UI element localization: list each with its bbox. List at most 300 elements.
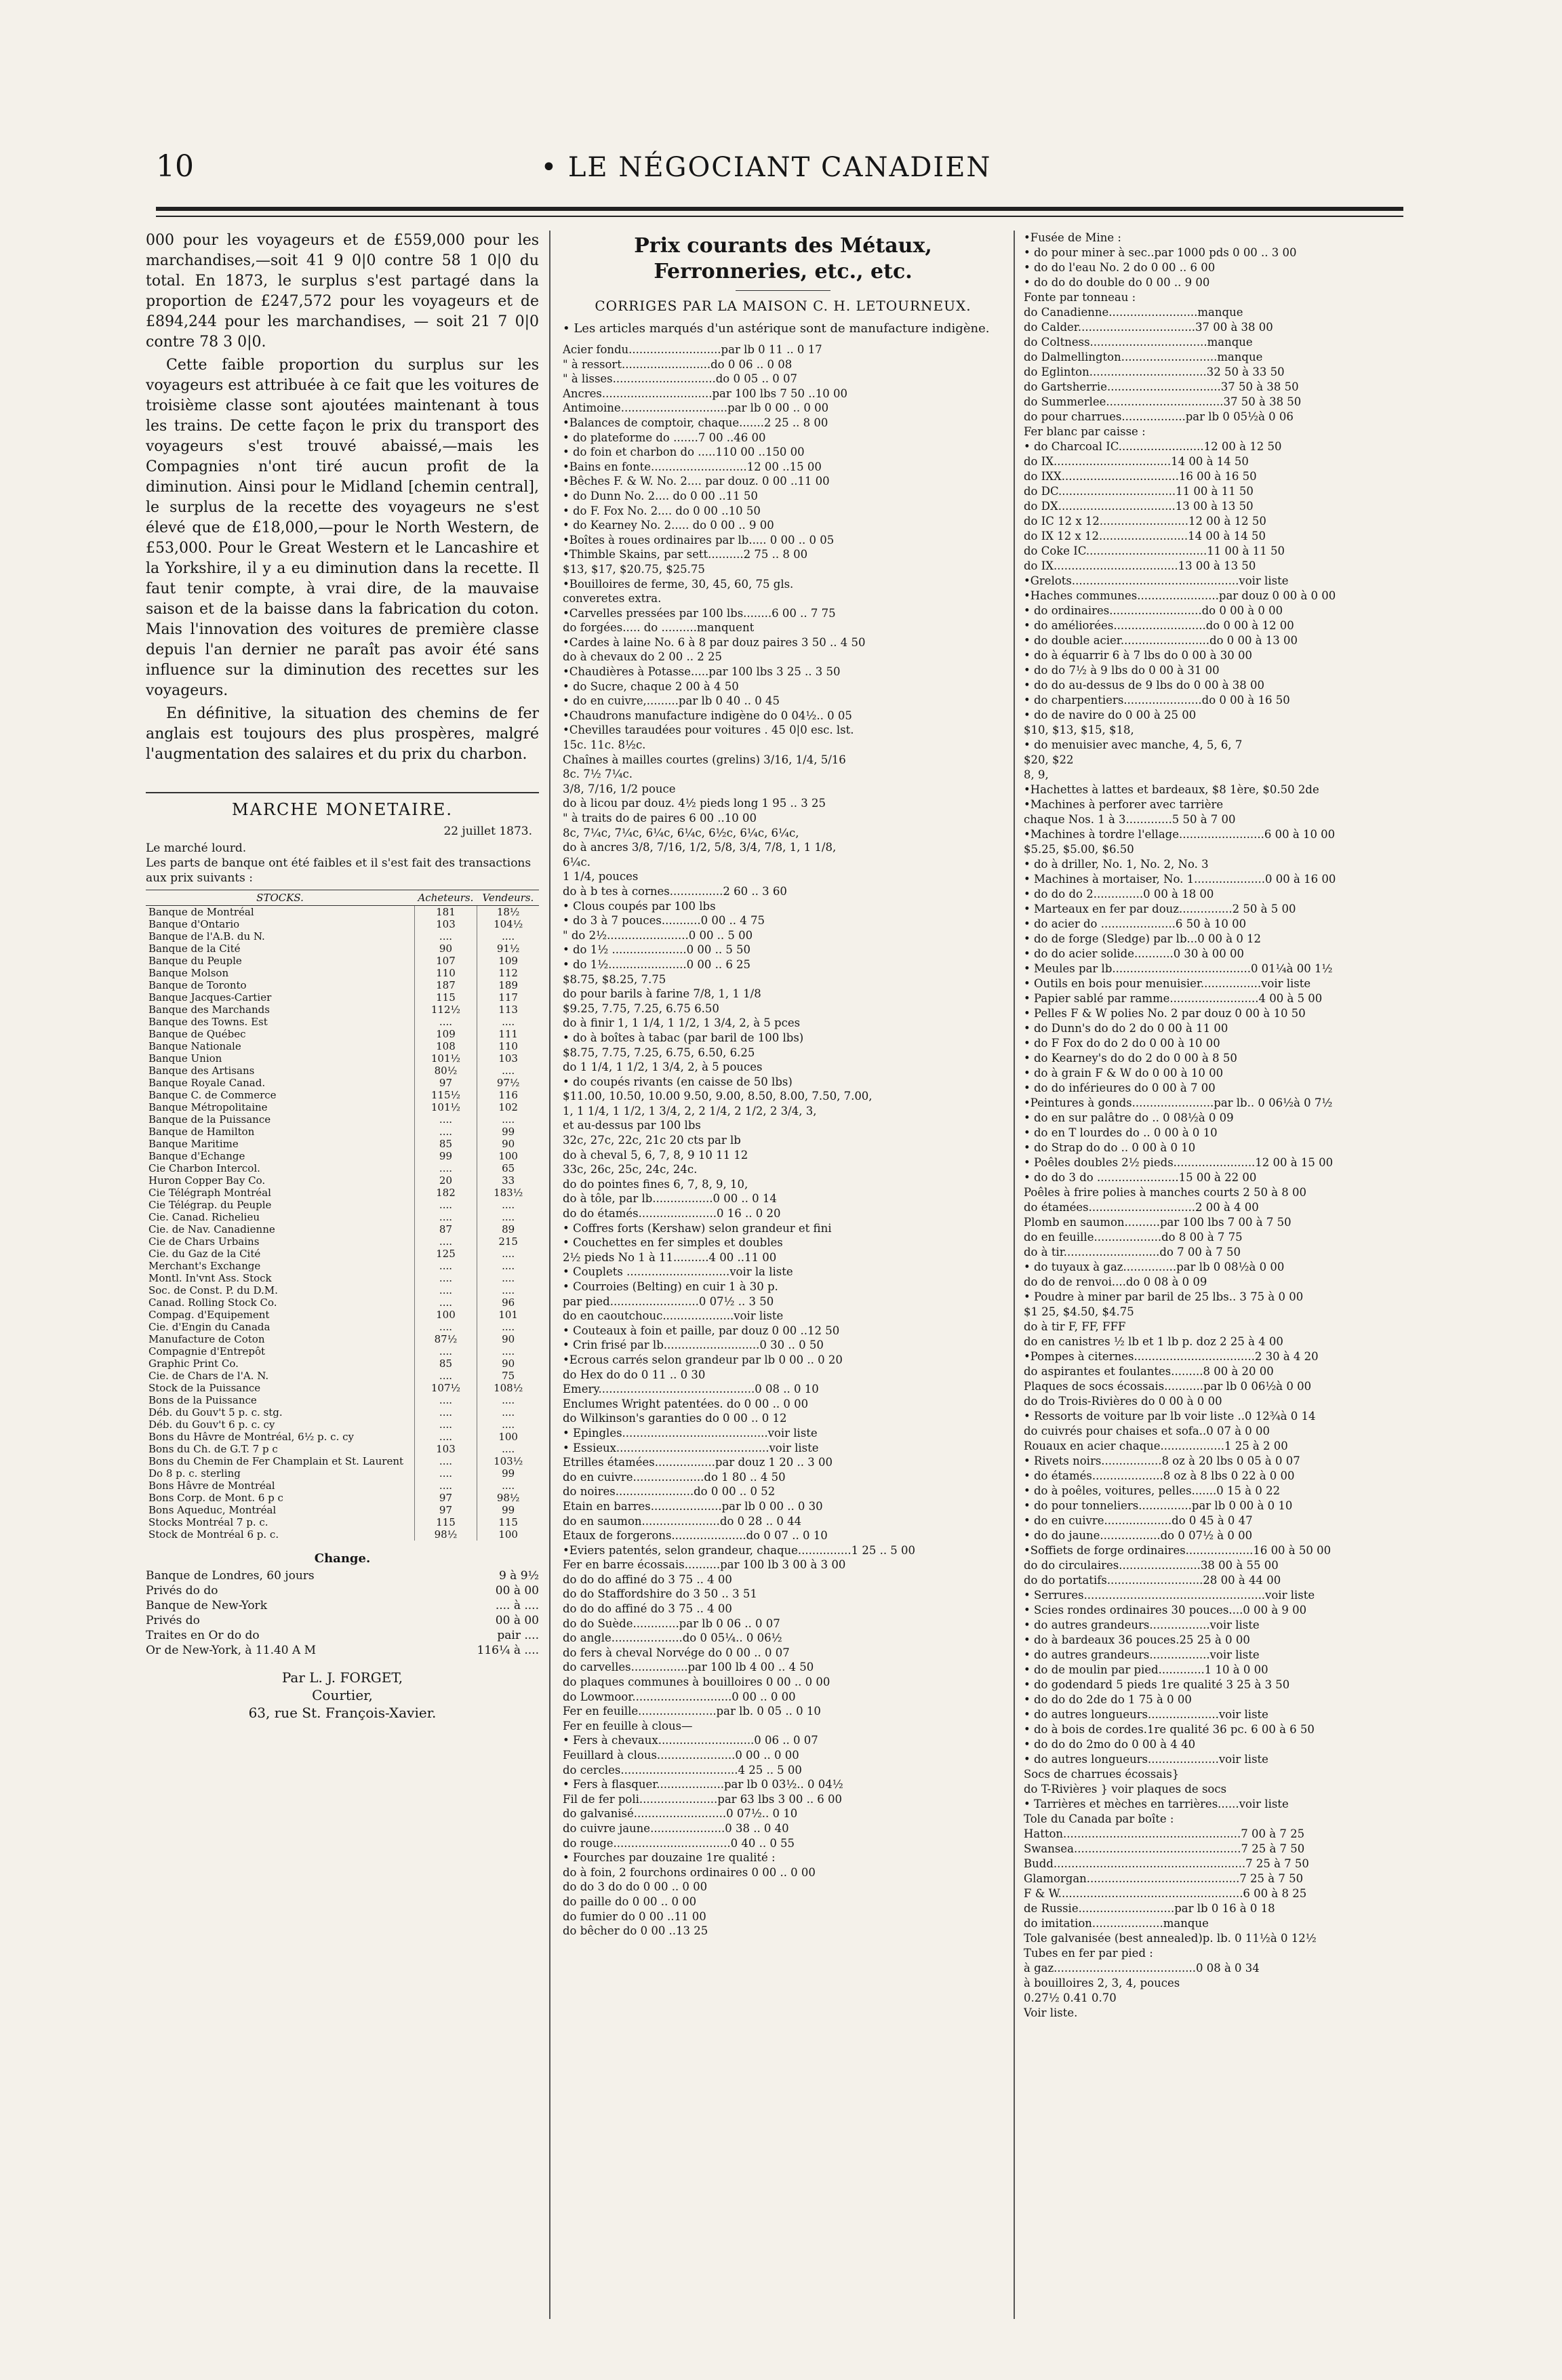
stock-name: Banque de la Puissance: [148, 1113, 271, 1126]
change-label: Or de New-York, à 11.40 A M: [146, 1644, 317, 1657]
price-line: • do autres grandeurs.................voir liste: [1024, 1648, 1260, 1661]
price-line: • do foin et charbon do .....110 00 ..150 00: [563, 445, 805, 459]
buyers-price: 97: [414, 1504, 477, 1516]
buyers-price: 115: [414, 991, 477, 1004]
stock-row: [146, 1101, 539, 1113]
price-line: • Coffres forts (Kershaw) selon grandeur et fini: [563, 1221, 832, 1235]
sellers-price: ....: [477, 1443, 539, 1455]
price-line: • do Charcoal IC........................12 00 à 12 50: [1024, 440, 1282, 453]
sellers-price: 109: [477, 955, 539, 967]
price-line: • do améliorées..........................do 0 00 à 12 00: [1024, 619, 1294, 632]
buyers-price: 80½: [414, 1065, 477, 1077]
price-line: • Essieux...........................................voir liste: [563, 1441, 819, 1454]
article-paragraph: Cette faible proportion du surplus sur les voyageurs est attribuée à ce fait que les voitures de troisième classe sont ajoutées maintenant à tous les trains. De cette façon le prix du transport des voyageurs s'est trouvé abaissé,—mais les Compagnies n'ont tiré aucun profit de la diminution. Ainsi pour le Midland [chemin central], le surplus de la recette des voyageurs ne s'est élevé que de £18,000,—pour le North Western, de £53,000. Pour le Great Western et le Lancashire et la Yorkshire, il y a eu diminution dans la recette. Il faut tenir compte, à vrai dire, de la mauvaise saison et de la baisse dans la fabrication du coton. Mais l'innovation des voitures de première classe depuis l'an dernier ne paraît pas avoir été sans influence sur la diminution des recettes sur les voyageurs.: [146, 357, 539, 699]
change-label: Privés do do: [146, 1584, 218, 1598]
price-line: $8.75, $8.25, 7.75: [563, 972, 666, 986]
price-line: •Bêches F. & W. No. 2.... par douz. 0 00 ..11 00: [563, 475, 830, 488]
stock-row: [146, 1028, 539, 1040]
stock-row: [146, 1260, 539, 1272]
price-line: • do à boîtes à tabac (par baril de 100 lbs): [563, 1031, 804, 1044]
stock-name: Déb. du Gouv't 6 p. c. cy: [148, 1419, 275, 1431]
buyers-price: 115: [414, 1516, 477, 1528]
price-line: 1, 1 1/4, 1 1/2, 1 3/4, 2, 2 1/4, 2 1/2, 2 3/4, 3,: [563, 1104, 817, 1117]
stock-name: Bons du Chemin de Fer Champlain et St. Laurent: [148, 1455, 404, 1467]
price-line: • Meules par lb.......................................0 01¼à 00 1½: [1024, 962, 1333, 975]
buyers-price: 107½: [414, 1382, 477, 1394]
buyers-price: ....: [414, 1016, 477, 1028]
buyers-price: ....: [414, 1406, 477, 1419]
buyers-price: 108: [414, 1040, 477, 1052]
price-line: Antimoine..............................par lb 0 00 .. 0 00: [563, 401, 829, 415]
price-line: do en canistres ½ lb et 1 lb p. doz 2 25 à 4 00: [1024, 1335, 1283, 1348]
stock-row: [146, 1016, 539, 1028]
stock-name: Bons Hâvre de Montréal: [148, 1480, 275, 1492]
price-line: •Peintures à gonds.......................par lb.. 0 06½à 0 7½: [1024, 1096, 1333, 1109]
buyers-price: ....: [414, 1296, 477, 1309]
price-line: •Ecrous carrés selon grandeur par lb 0 00 .. 0 20: [563, 1353, 843, 1366]
price-line: do Coltness.................................manque: [1024, 336, 1253, 349]
price-line: •Grelots...............................................voir liste: [1024, 574, 1289, 587]
price-line: • Couteaux à foin et paille, par douz 0 00 ..12 50: [563, 1324, 840, 1337]
price-line: • Machines à mortaiser, No. 1....................0 00 à 16 00: [1024, 873, 1336, 886]
price-line: Acier fondu..........................par lb 0 11 .. 0 17: [563, 343, 822, 356]
price-line: $10, $13, $15, $18,: [1024, 723, 1134, 736]
buyers-price: ....: [414, 930, 477, 943]
price-line: • do de navire do 0 00 à 25 00: [1024, 709, 1197, 721]
price-line: do do étamés......................0 16 .. 0 20: [563, 1207, 781, 1221]
sellers-price: 103: [477, 1052, 539, 1065]
price-line: Fer en feuille à clous—: [563, 1719, 693, 1732]
buyers-price: ....: [414, 1370, 477, 1382]
change-row: [146, 1628, 539, 1643]
price-list-note: • Les articles marqués d'un astérique sont de manufacture indigène.: [563, 321, 990, 336]
sellers-price: ....: [477, 1016, 539, 1028]
stock-row: [146, 1345, 539, 1357]
change-list: [146, 1568, 539, 1658]
price-line: do 1 1/4, 1 1/2, 1 3/4, 2, à 5 pouces: [563, 1060, 763, 1074]
stock-row: [146, 930, 539, 943]
buyers-price: ....: [414, 1126, 477, 1138]
change-title: Change.: [314, 1551, 371, 1566]
buyers-price: ....: [414, 1345, 477, 1357]
stock-name: Banque C. de Commerce: [148, 1089, 277, 1101]
price-line: do Coke IC..................................11 00 à 11 50: [1024, 544, 1285, 557]
price-line: do à tir...........................do 7 00 à 7 50: [1024, 1246, 1241, 1258]
price-line: do pour charrues..................par lb 0 05½à 0 06: [1024, 410, 1294, 423]
price-line: •Haches communes.......................par douz 0 00 à 0 00: [1024, 589, 1336, 602]
stock-row: [146, 1357, 539, 1370]
price-line: • do en sur palâtre do .. 0 08½à 0 09: [1024, 1111, 1234, 1124]
change-row: [146, 1643, 539, 1658]
buyers-price: 87½: [414, 1333, 477, 1345]
sellers-price: ....: [477, 930, 539, 943]
price-line: • do à bois de cordes.1re qualité 36 pc. 6 00 à 6 50: [1024, 1723, 1315, 1736]
stock-name: Banque Maritime: [148, 1138, 239, 1150]
price-line: • do autres longueurs....................voir liste: [1024, 1708, 1268, 1721]
price-line: • Fourches par douzaine 1re qualité :: [563, 1851, 776, 1865]
price-line: •Machines à tordre l'ellage........................6 00 à 10 00: [1024, 828, 1336, 841]
price-line: 0.27½ 0.41 0.70: [1024, 1991, 1117, 2004]
stock-row: [146, 1480, 539, 1492]
sellers-price: ....: [477, 1321, 539, 1333]
price-line: • do 3 à 7 pouces...........0 00 .. 4 75: [563, 914, 765, 928]
change-value: 00 à 00: [495, 1614, 539, 1627]
stock-name: Compag. d'Equipement: [148, 1309, 270, 1321]
buyers-price: ....: [414, 1467, 477, 1480]
price-line: 15c. 11c. 8½c.: [563, 738, 646, 752]
price-line: • Serrures...................................................voir liste: [1024, 1589, 1315, 1602]
price-line: do do 3 do do 0 00 .. 0 00: [563, 1880, 708, 1894]
price-line: • do do 7½ à 9 lbs do 0 00 à 31 00: [1024, 664, 1220, 677]
change-row: [146, 1613, 539, 1628]
price-line: de Russie...........................par lb 0 16 à 0 18: [1024, 1902, 1275, 1915]
stock-name: Banque Union: [148, 1052, 222, 1065]
buyers-price: ....: [414, 1113, 477, 1126]
stock-name: Cie. Canad. Richelieu: [148, 1211, 260, 1223]
price-line: •Boîtes à roues ordinaires par lb..... 0 00 .. 0 05: [563, 533, 835, 547]
price-line: • Courroies (Belting) en cuir 1 à 30 p.: [563, 1280, 778, 1293]
stock-row: [146, 1089, 539, 1101]
stock-name: Banque Nationale: [148, 1040, 241, 1052]
stock-name: Manufacture de Coton: [148, 1333, 265, 1345]
stock-row: [146, 1187, 539, 1199]
price-line: $1 25, $4.50, $4.75: [1024, 1305, 1134, 1318]
price-line: • do Dunn No. 2.... do 0 00 ..11 50: [563, 489, 758, 502]
price-line: do do portatifs...........................28 00 à 44 00: [1024, 1574, 1281, 1587]
stock-row: [146, 1150, 539, 1162]
stock-row: [146, 1455, 539, 1467]
buyers-price: ....: [414, 1455, 477, 1467]
stock-row: [146, 1321, 539, 1333]
price-line: do noires......................do 0 00 .. 0 52: [563, 1485, 776, 1499]
header-rule-thin: [156, 216, 1403, 217]
price-line: do imitation....................manque: [1024, 1917, 1209, 1930]
stock-row: [146, 1504, 539, 1516]
sellers-price: 102: [477, 1101, 539, 1113]
change-value: 116¼ à ....: [477, 1644, 539, 1657]
stock-row: [146, 1333, 539, 1345]
price-line: •Bouilloires de ferme, 30, 45, 60, 75 gls.: [563, 577, 794, 591]
buyers-price: ....: [414, 1260, 477, 1272]
stock-row: [146, 1296, 539, 1309]
price-line: • do menuisier avec manche, 4, 5, 6, 7: [1024, 738, 1243, 751]
price-line: do angle....................do 0 05¼.. 0 06½: [563, 1631, 782, 1645]
price-line: Etrilles étamées.................par douz 1 20 .. 3 00: [563, 1456, 833, 1469]
stock-name: Cie. du Gaz de la Cité: [148, 1248, 261, 1260]
stock-name: Banque Métropolitaine: [148, 1101, 268, 1113]
price-line: • do do jaune.................do 0 07½ à 0 00: [1024, 1529, 1253, 1542]
stock-row: [146, 1040, 539, 1052]
price-line: $9.25, 7.75, 7.25, 6.75 6.50: [563, 1001, 719, 1015]
price-line: • do autres longueurs....................voir liste: [1024, 1753, 1268, 1766]
buyers-price: 85: [414, 1357, 477, 1370]
stock-name: Cie. de Chars de l'A. N.: [148, 1370, 269, 1382]
change-label: Banque de New-York: [146, 1599, 267, 1612]
stock-name: Banque de la Cité: [148, 943, 241, 955]
sellers-price: 117: [477, 991, 539, 1004]
price-line: 32c, 27c, 22c, 21c 20 cts par lb: [563, 1134, 741, 1147]
stock-name: Compagnie d'Entrepôt: [148, 1345, 266, 1357]
price-line: • Epingles.........................................voir liste: [563, 1426, 818, 1440]
price-line: do do de renvoi....do 0 08 à 0 09: [1024, 1275, 1207, 1288]
price-line: Tole du Canada par boîte :: [1024, 1812, 1174, 1825]
price-line: •Thimble Skains, par sett..........2 75 .. 8 00: [563, 548, 808, 561]
price-line: Plomb en saumon..........par 100 lbs 7 00 à 7 50: [1024, 1216, 1291, 1229]
price-line: Chaînes à mailles courtes (grelins) 3/16, 1/4, 5/16: [563, 753, 846, 766]
price-line: do do Staffordshire do 3 50 .. 3 51: [563, 1587, 757, 1601]
price-line: do en cuivre....................do 1 80 .. 4 50: [563, 1470, 786, 1484]
sellers-price: 103½: [477, 1455, 539, 1467]
sellers-price: ....: [477, 1199, 539, 1211]
buyers-price: ....: [414, 1480, 477, 1492]
market-intro: Les parts de banque ont été faibles et il s'est fait des transactions aux prix suivants :: [146, 856, 532, 885]
price-line: do cercles.................................4 25 .. 5 00: [563, 1763, 802, 1777]
price-line: • do do do 2mo do 0 00 à 4 40: [1024, 1738, 1196, 1751]
stock-name: Déb. du Gouv't 5 p. c. stg.: [148, 1406, 283, 1419]
sellers-price: ....: [477, 1248, 539, 1260]
price-line: do à ancres 3/8, 7/16, 1/2, 5/8, 3/4, 7/8, 1, 1 1/8,: [563, 841, 837, 854]
sellers-price: 189: [477, 979, 539, 991]
sellers-price: ....: [477, 1211, 539, 1223]
change-row: [146, 1598, 539, 1613]
price-line: •Chaudières à Potasse.....par 100 lbs 3 25 .. 3 50: [563, 665, 841, 679]
sellers-price: 90: [477, 1357, 539, 1370]
price-line: • do en cuivre...................do 0 45 à 0 47: [1024, 1514, 1253, 1527]
price-line: Swansea...............................................7 25 à 7 50: [1024, 1842, 1305, 1855]
buyers-price: 101½: [414, 1101, 477, 1113]
stock-name: Banque de Montréal: [148, 906, 254, 918]
buyers-price: 101½: [414, 1052, 477, 1065]
price-line: • Ressorts de voiture par lb voir liste ..0 12¾à 0 14: [1024, 1410, 1316, 1423]
price-line: • do double acier.........................do 0 00 à 13 00: [1024, 634, 1298, 647]
price-line: 3/8, 7/16, 1/2 pouce: [563, 782, 676, 795]
stock-name: Banque de Toronto: [148, 979, 247, 991]
stock-row: [146, 1467, 539, 1480]
stock-row: [146, 906, 539, 919]
sellers-price: ....: [477, 1480, 539, 1492]
price-line: do fers à cheval Norvége do 0 00 .. 0 07: [563, 1646, 790, 1659]
price-line: •Machines à perforer avec tarrière: [1024, 798, 1224, 811]
stock-row: [146, 1113, 539, 1126]
price-line: do pour barils à farine 7/8, 1, 1 1/8: [563, 987, 761, 1001]
market-intro: Le marché lourd.: [146, 841, 247, 855]
stock-name: Banque des Marchands: [148, 1004, 270, 1016]
change-row: [146, 1583, 539, 1598]
price-line: •Eviers patentés, selon grandeur, chaque...............1 25 .. 5 00: [563, 1543, 916, 1557]
stock-name: Banque de l'A.B. du N.: [148, 930, 265, 943]
price-line: • do do do double do 0 00 .. 9 00: [1024, 276, 1210, 289]
stocks-col-header: STOCKS.: [146, 890, 414, 906]
stock-name: Merchant's Exchange: [148, 1260, 261, 1272]
stock-row: [146, 943, 539, 955]
price-line: à gaz........................................0 08 à 0 34: [1024, 1962, 1260, 1975]
sellers-price: 108½: [477, 1382, 539, 1394]
price-line: do à finir 1, 1 1/4, 1 1/2, 1 3/4, 2, à 5 pces: [563, 1016, 801, 1030]
price-line: Socs de charrues écossais}: [1024, 1768, 1180, 1781]
sellers-price: 101: [477, 1309, 539, 1321]
price-line: " à ressort.........................do 0 06 .. 0 08: [563, 357, 793, 371]
price-line: do Wilkinson's garanties do 0 00 .. 0 12: [563, 1412, 787, 1425]
stock-name: Graphic Print Co.: [148, 1357, 239, 1370]
change-label: Privés do: [146, 1614, 200, 1627]
change-label: Traites en Or do do: [146, 1629, 260, 1642]
stock-row: [146, 967, 539, 979]
stock-row: [146, 1223, 539, 1235]
stock-name: Do 8 p. c. sterling: [148, 1467, 241, 1480]
price-line: do en feuille...................do 8 00 à 7 75: [1024, 1231, 1243, 1244]
price-line: •Pompes à citernes..................................2 30 à 4 20: [1024, 1350, 1319, 1363]
column-divider: [549, 231, 550, 2319]
stock-row: [146, 1138, 539, 1150]
price-line: do Dalmellington...........................manque: [1024, 351, 1263, 363]
price-line: • do à driller, No. 1, No. 2, No. 3: [1024, 858, 1209, 871]
price-line: • do Kearney's do do 2 do 0 00 à 8 50: [1024, 1052, 1237, 1065]
price-line: • do plateforme do .......7 00 ..46 00: [563, 431, 766, 444]
market-date: 22 juillet 1873.: [443, 825, 532, 838]
price-line: • Scies rondes ordinaires 30 pouces....0 00 à 9 00: [1024, 1604, 1307, 1617]
price-line: • do F Fox do do 2 do 0 00 à 10 00: [1024, 1037, 1220, 1050]
price-line: Emery............................................0 08 .. 0 10: [563, 1383, 819, 1396]
sellers-price: ....: [477, 1345, 539, 1357]
price-line: do DX.................................13 00 à 13 50: [1024, 500, 1254, 513]
price-line: $5.25, $5.00, $6.50: [1024, 843, 1134, 856]
stock-name: Bons de la Puissance: [148, 1394, 257, 1406]
price-line: • do 1½......................0 00 .. 6 25: [563, 957, 751, 971]
buyers-price: 90: [414, 943, 477, 955]
price-line: •Soffiets de forge ordinaires...................16 00 à 50 00: [1024, 1544, 1331, 1557]
price-line: $13, $17, $20.75, $25.75: [563, 562, 705, 576]
stock-name: Bons Corp. de Mont. 6 p c: [148, 1492, 283, 1504]
price-line: • do en T lourdes do .. 0 00 à 0 10: [1024, 1126, 1218, 1139]
stock-row: [146, 979, 539, 991]
price-line: • Marteaux en fer par douz...............2 50 à 5 00: [1024, 903, 1296, 915]
price-line: do do Trois-Rivières do 0 00 à 0 00: [1024, 1395, 1222, 1408]
price-line: do en saumon......................do 0 28 .. 0 44: [563, 1514, 802, 1528]
buyers-price: ....: [414, 1162, 477, 1174]
price-line: do Lowmoor............................0 00 .. 0 00: [563, 1690, 796, 1703]
price-line: • do Kearney No. 2..... do 0 00 .. 9 00: [563, 519, 774, 532]
price-line: 8c. 7½ 7¼c.: [563, 768, 633, 781]
price-line: •Carvelles pressées par 100 lbs........6 00 .. 7 75: [563, 606, 836, 620]
price-line: Etaux de forgerons.....................do 0 07 .. 0 10: [563, 1529, 828, 1543]
buyers-price: ....: [414, 1431, 477, 1443]
stock-name: Banque Molson: [148, 967, 229, 979]
price-line: do plaques communes à bouilloires 0 00 .. 0 00: [563, 1675, 830, 1689]
price-line: • do à équarrir 6 à 7 lbs do 0 00 à 30 00: [1024, 649, 1252, 662]
price-line: F & W....................................................6 00 à 8 25: [1024, 1887, 1307, 1900]
price-line: $11.00, 10.50, 10.00 9.50, 9.00, 8.50, 8.00, 7.50, 7.00,: [563, 1090, 873, 1103]
stock-name: Banque des Towns. Est: [148, 1016, 268, 1028]
price-line: •Cardes à laine No. 6 à 8 par douz paires 3 50 .. 4 50: [563, 635, 866, 649]
sellers-price: 113: [477, 1004, 539, 1016]
price-line: • Poêles doubles 2½ pieds.......................12 00 à 15 00: [1024, 1156, 1334, 1169]
stock-name: Bons Aqueduc, Montréal: [148, 1504, 277, 1516]
stock-name: Cie de Chars Urbains: [148, 1235, 260, 1248]
stock-name: Banque de Hamilton: [148, 1126, 255, 1138]
column-middle: [563, 231, 1003, 2333]
change-value: 00 à 00: [495, 1584, 539, 1598]
price-line: converetes extra.: [563, 592, 662, 606]
price-line: • do do inférieures do 0 00 à 7 00: [1024, 1082, 1216, 1094]
price-line: do do do affiné do 3 75 .. 4 00: [563, 1602, 732, 1616]
price-list-subtitle: CORRIGES PAR LA MAISON C. H. LETOURNEUX.: [595, 298, 972, 314]
stock-row: [146, 1382, 539, 1394]
buyers-col-header: Acheteurs.: [414, 890, 477, 906]
sellers-price: 100: [477, 1431, 539, 1443]
stock-row: [146, 1309, 539, 1321]
stock-name: Banque de Québec: [148, 1028, 246, 1040]
sellers-price: 99: [477, 1126, 539, 1138]
sellers-price: 116: [477, 1089, 539, 1101]
price-line: $20, $22: [1024, 753, 1074, 766]
price-line: do forgées..... do ..........manquent: [563, 621, 755, 635]
price-line: Fer en barre écossais..........par 100 lb 3 00 à 3 00: [563, 1558, 846, 1572]
price-line: • do à bardeaux 36 pouces.25 25 à 0 00: [1024, 1633, 1250, 1646]
page-header: [156, 142, 1376, 190]
price-line: • Couchettes en fer simples et doubles: [563, 1236, 783, 1250]
price-line: • do à poêles, voitures, pelles.......0 15 à 0 22: [1024, 1484, 1281, 1497]
change-value: 9 à 9½: [498, 1569, 539, 1583]
price-line: 6¼c.: [563, 855, 590, 869]
price-line: • do F. Fox No. 2.... do 0 00 ..10 50: [563, 504, 761, 517]
sellers-price: 111: [477, 1028, 539, 1040]
sellers-price: ....: [477, 1260, 539, 1272]
price-list-middle: [563, 342, 1003, 1939]
price-line: et au-dessus par 100 lbs: [563, 1119, 701, 1132]
price-line: do en caoutchouc....................voir liste: [563, 1309, 784, 1323]
buyers-price: ....: [414, 1235, 477, 1248]
stock-row: [146, 1370, 539, 1382]
buyers-price: 115½: [414, 1089, 477, 1101]
price-line: Feuillard à clous......................0 00 .. 0 00: [563, 1749, 799, 1762]
stock-row: [146, 918, 539, 930]
stock-row: [146, 1162, 539, 1174]
price-line: • do 1½ .....................0 00 .. 5 50: [563, 943, 751, 957]
buyers-price: 103: [414, 1443, 477, 1455]
buyers-price: 109: [414, 1028, 477, 1040]
price-line: à bouilloires 2, 3, 4, pouces: [1024, 1977, 1180, 1989]
signature-line: 63, rue St. François-Xavier.: [248, 1705, 437, 1721]
stocks-table: [146, 890, 539, 1541]
stock-name: Banque des Artisans: [148, 1065, 255, 1077]
sellers-price: ....: [477, 1284, 539, 1296]
buyers-price: 182: [414, 1187, 477, 1199]
stock-name: Banque Jacques-Cartier: [148, 991, 272, 1004]
buyers-price: 97: [414, 1077, 477, 1089]
sellers-price: 18½: [477, 906, 539, 919]
price-line: Fer blanc par caisse :: [1024, 425, 1146, 438]
buyers-price: 125: [414, 1248, 477, 1260]
page-number: 10: [156, 149, 194, 184]
stock-row: [146, 1065, 539, 1077]
price-line: do Summerlee.................................37 50 à 38 50: [1024, 395, 1302, 408]
price-line: Tubes en fer par pied :: [1024, 1947, 1153, 1960]
price-line: do rouge.................................0 40 .. 0 55: [563, 1836, 795, 1850]
price-line: do IX.................................14 00 à 14 50: [1024, 455, 1249, 468]
price-line: do IXX.................................16 00 à 16 50: [1024, 470, 1257, 483]
price-line: • do godendard 5 pieds 1re qualité 3 25 à 3 50: [1024, 1678, 1290, 1691]
signature-line: Courtier,: [312, 1687, 373, 1703]
price-line: • Tarrières et mèches en tarrières......voir liste: [1024, 1798, 1289, 1810]
buyers-price: 97: [414, 1492, 477, 1504]
price-line: Budd......................................................7 25 à 7 50: [1024, 1857, 1309, 1870]
stocks-header-row: [146, 890, 539, 906]
price-line: do do pointes fines 6, 7, 8, 9, 10,: [563, 1177, 748, 1191]
stock-name: Stock de la Puissance: [148, 1382, 261, 1394]
price-line: do fumier do 0 00 ..11 00: [563, 1909, 706, 1923]
buyers-price: ....: [414, 1199, 477, 1211]
price-line: • do Dunn's do do 2 do 0 00 à 11 00: [1024, 1022, 1228, 1035]
